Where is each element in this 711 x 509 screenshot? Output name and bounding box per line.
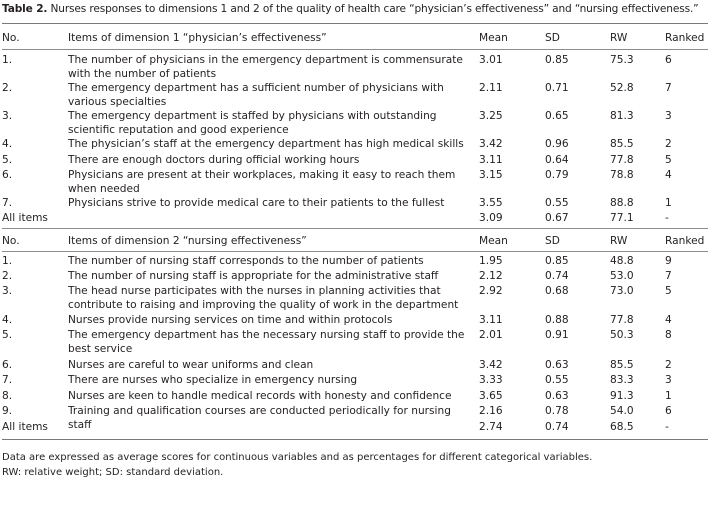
row-rw: 48.8 — [610, 255, 634, 267]
row-item: The number of nursing staff is appropriate for the administrative staff — [68, 270, 439, 282]
row-mean: 2.11 — [479, 82, 503, 94]
row-item: Training and qualification courses are conducted periodically for nursing staff — [68, 405, 451, 431]
row-sd: 0.68 — [545, 285, 569, 297]
row-sd: 0.63 — [545, 359, 569, 371]
row-mean: 2.01 — [479, 329, 503, 341]
row-no: 4. — [2, 314, 13, 326]
row-item: Nurses are careful to wear uniforms and clean — [68, 359, 314, 371]
row-sd: 0.55 — [545, 374, 569, 386]
row-rank: 7 — [665, 82, 672, 94]
table-row — [2, 53, 708, 80]
row-rank: 1 — [665, 390, 672, 402]
header-no: No. — [2, 235, 20, 247]
row-no: 1. — [2, 54, 13, 66]
header-rw: RW — [610, 235, 628, 247]
header-item: Items of dimension 2 “nursing effectiveness” — [68, 235, 307, 247]
row-sd: 0.79 — [545, 169, 569, 181]
row-item: The head nurse participates with the nurses in planning activities that contribute to raising and improving the quality of work in the department — [68, 285, 459, 311]
row-item: Physicians are present at their workplaces, making it easy to reach them when needed — [68, 169, 456, 195]
row-rw: 78.8 — [610, 169, 634, 181]
header-mean: Mean — [479, 32, 508, 44]
total-rank: - — [665, 421, 669, 433]
row-rw: 77.8 — [610, 154, 634, 166]
row-rank: 2 — [665, 138, 672, 150]
row-mean: 3.42 — [479, 138, 503, 150]
row-rw: 83.3 — [610, 374, 634, 386]
section-rule — [2, 228, 708, 229]
row-sd: 0.64 — [545, 154, 569, 166]
row-rank: 8 — [665, 329, 672, 341]
row-no: 8. — [2, 390, 13, 402]
row-mean: 3.01 — [479, 54, 503, 66]
row-item: The number of nursing staff corresponds to the number of patients — [68, 255, 424, 267]
row-rw: 52.8 — [610, 82, 634, 94]
row-mean: 1.95 — [479, 255, 503, 267]
table-label: Table 2. — [2, 3, 48, 15]
total-sd: 0.67 — [545, 212, 569, 224]
row-rw: 54.0 — [610, 405, 634, 417]
row-no: 1. — [2, 255, 13, 267]
table-row — [2, 196, 708, 210]
row-rw: 75.3 — [610, 54, 634, 66]
dimension2-header-row — [2, 234, 708, 248]
row-no: 6. — [2, 169, 13, 181]
row-rank: 4 — [665, 314, 672, 326]
row-rw: 91.3 — [610, 390, 634, 402]
row-item: Physicians strive to provide medical care to their patients to the fullest — [68, 197, 445, 209]
total-label: All items — [2, 212, 48, 224]
row-rank: 9 — [665, 255, 672, 267]
table-caption — [2, 3, 699, 15]
row-mean: 3.33 — [479, 374, 503, 386]
row-rank: 6 — [665, 405, 672, 417]
row-no: 4. — [2, 138, 13, 150]
row-rw: 50.3 — [610, 329, 634, 341]
row-item: There are enough doctors during official working hours — [68, 154, 360, 166]
row-rank: 5 — [665, 285, 672, 297]
header-no: No. — [2, 32, 20, 44]
row-rank: 3 — [665, 110, 672, 122]
row-sd: 0.65 — [545, 110, 569, 122]
row-no: 5. — [2, 329, 13, 341]
table-row — [2, 153, 708, 167]
row-sd: 0.63 — [545, 390, 569, 402]
row-item: The emergency department has the necessary nursing staff to provide the best service — [68, 329, 465, 355]
row-rw: 81.3 — [610, 110, 634, 122]
row-mean: 3.11 — [479, 314, 503, 326]
row-mean: 3.42 — [479, 359, 503, 371]
header-rw: RW — [610, 32, 628, 44]
row-mean: 3.65 — [479, 390, 503, 402]
total-rw: 68.5 — [610, 421, 634, 433]
total-rank: - — [665, 212, 669, 224]
header-rule — [2, 251, 708, 252]
header-sd: SD — [545, 235, 560, 247]
row-no: 9. — [2, 405, 13, 417]
row-rw: 53.0 — [610, 270, 634, 282]
table-row — [2, 373, 708, 387]
row-rw: 77.8 — [610, 314, 634, 326]
total-row — [2, 211, 708, 225]
row-rw: 73.0 — [610, 285, 634, 297]
row-mean: 2.92 — [479, 285, 503, 297]
row-no: 7. — [2, 197, 13, 209]
total-row — [2, 420, 708, 434]
row-sd: 0.91 — [545, 329, 569, 341]
row-mean: 3.25 — [479, 110, 503, 122]
row-mean: 2.12 — [479, 270, 503, 282]
row-sd: 0.71 — [545, 82, 569, 94]
table-footnote: Data are expressed as average scores for continuous variables and as percentages for different categorical variables. — [2, 452, 593, 463]
row-sd: 0.85 — [545, 54, 569, 66]
row-mean: 3.11 — [479, 154, 503, 166]
row-no: 3. — [2, 110, 13, 122]
row-no: 2. — [2, 270, 13, 282]
top-rule — [2, 23, 708, 24]
row-sd: 0.85 — [545, 255, 569, 267]
row-rw: 85.5 — [610, 138, 634, 150]
total-mean: 2.74 — [479, 421, 503, 433]
table-row — [2, 168, 708, 195]
row-mean: 3.15 — [479, 169, 503, 181]
row-mean: 2.16 — [479, 405, 503, 417]
row-rank: 3 — [665, 374, 672, 386]
table-row — [2, 109, 708, 136]
row-item: The number of physicians in the emergency department is commensurate with the number of patients — [68, 54, 463, 80]
row-mean: 3.55 — [479, 197, 503, 209]
row-rw: 85.5 — [610, 359, 634, 371]
table-row — [2, 313, 708, 327]
total-rw: 77.1 — [610, 212, 634, 224]
row-no: 7. — [2, 374, 13, 386]
table-row — [2, 269, 708, 283]
row-sd: 0.88 — [545, 314, 569, 326]
row-no: 3. — [2, 285, 13, 297]
row-rank: 1 — [665, 197, 672, 209]
header-rule — [2, 49, 708, 50]
total-mean: 3.09 — [479, 212, 503, 224]
table-row — [2, 389, 708, 403]
row-no: 2. — [2, 82, 13, 94]
row-sd: 0.96 — [545, 138, 569, 150]
table-abbreviations: RW: relative weight; SD: standard deviation. — [2, 467, 224, 478]
row-rank: 5 — [665, 154, 672, 166]
row-rank: 4 — [665, 169, 672, 181]
header-item: Items of dimension 1 “physician’s effectiveness” — [68, 32, 327, 44]
bottom-rule — [2, 439, 708, 440]
row-no: 5. — [2, 154, 13, 166]
table-row — [2, 137, 708, 151]
total-sd: 0.74 — [545, 421, 569, 433]
caption-text: Nurses responses to dimensions 1 and 2 of the quality of health care “physician’s effectiveness” and “nursing effectiveness.” — [47, 3, 699, 15]
row-item: Nurses are keen to handle medical records with honesty and confidence — [68, 390, 452, 402]
header-mean: Mean — [479, 235, 508, 247]
row-item: The physician’s staff at the emergency department has high medical skills — [68, 138, 464, 150]
row-sd: 0.78 — [545, 405, 569, 417]
row-rank: 6 — [665, 54, 672, 66]
row-sd: 0.55 — [545, 197, 569, 209]
dimension1-header-row — [2, 31, 708, 45]
row-rank: 2 — [665, 359, 672, 371]
total-label: All items — [2, 421, 48, 433]
row-item: The emergency department is staffed by physicians with outstanding scientific reputation and good experience — [68, 110, 437, 136]
table-row — [2, 81, 708, 108]
row-item: The emergency department has a sufficient number of physicians with various specialties — [68, 82, 444, 108]
header-sd: SD — [545, 32, 560, 44]
row-rw: 88.8 — [610, 197, 634, 209]
header-rank: Ranked — [665, 32, 705, 44]
table-row — [2, 358, 708, 372]
row-no: 6. — [2, 359, 13, 371]
table-row — [2, 254, 708, 268]
row-sd: 0.74 — [545, 270, 569, 282]
header-rank: Ranked — [665, 235, 705, 247]
row-rank: 7 — [665, 270, 672, 282]
table-row — [2, 284, 708, 311]
table-row — [2, 328, 708, 355]
row-item: There are nurses who specialize in emergency nursing — [68, 374, 358, 386]
row-item: Nurses provide nursing services on time and within protocols — [68, 314, 393, 326]
